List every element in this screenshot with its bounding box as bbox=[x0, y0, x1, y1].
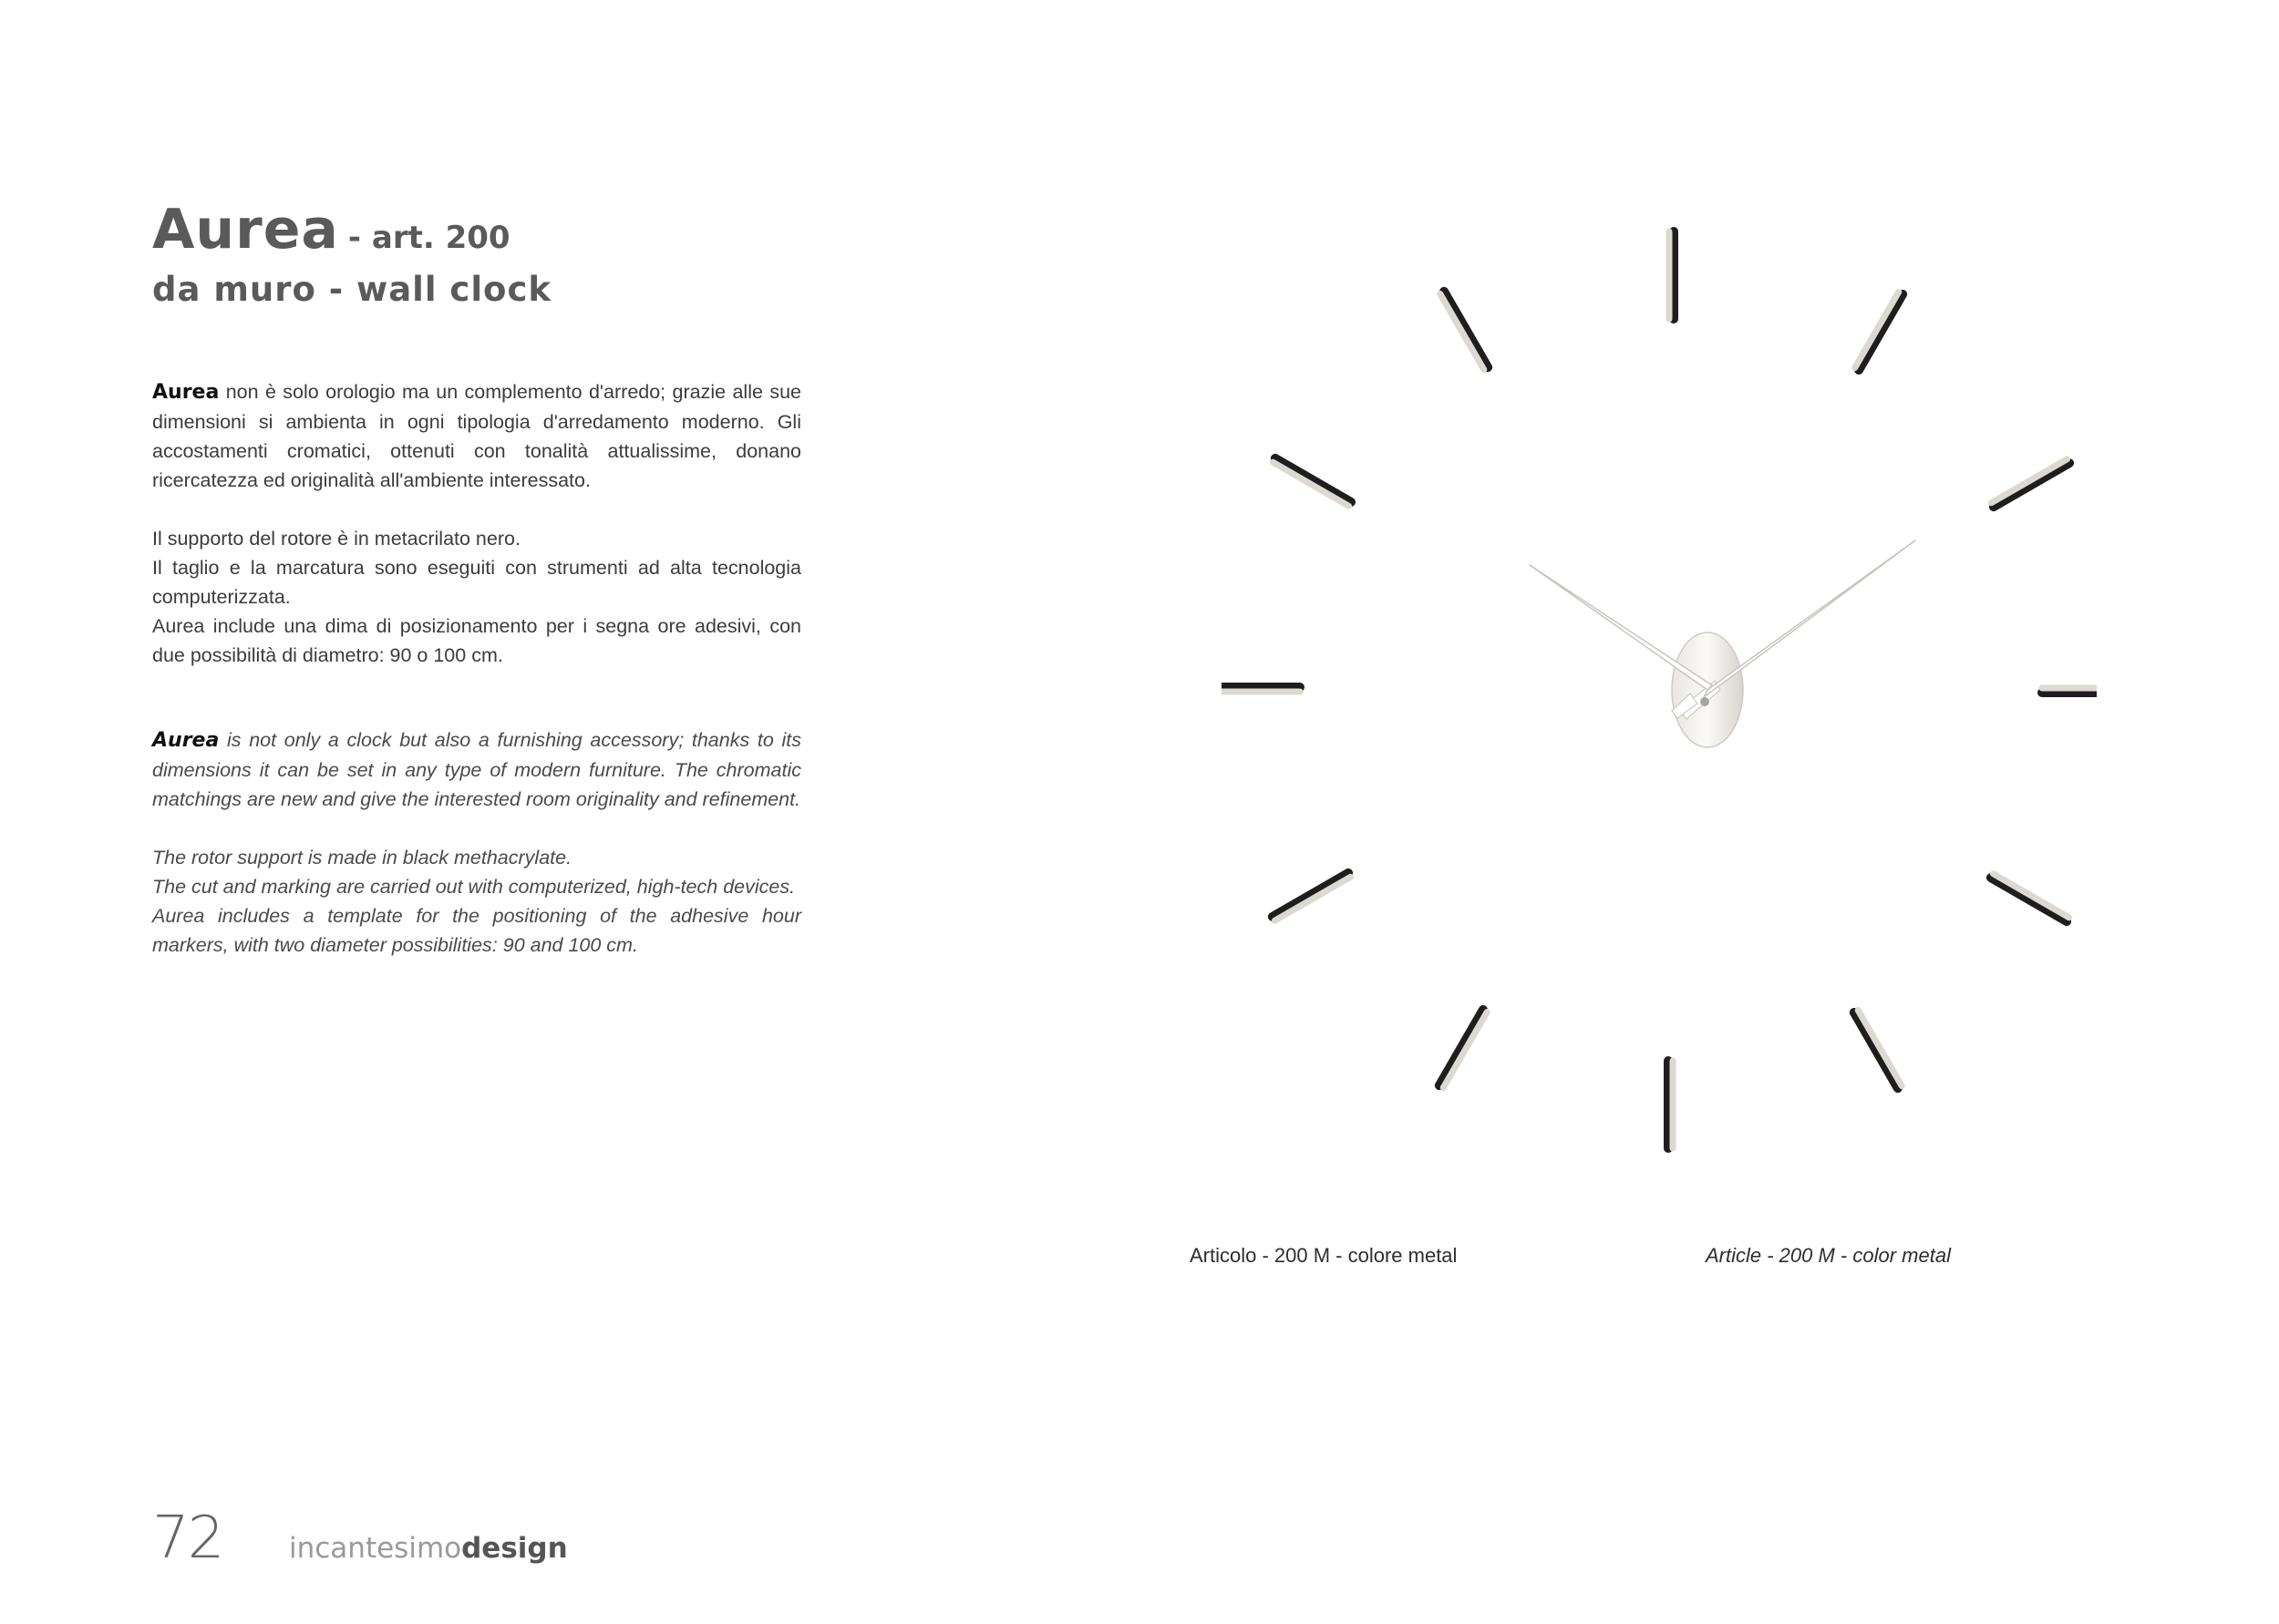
article-number: - art. 200 bbox=[347, 220, 510, 256]
minute-hand bbox=[1704, 540, 1915, 697]
english-p1-text: is not only a clock but also a furnishing accessory; thanks to its dimensions it can be set in any type of modern furniture. The chromatic matchings are new and give the interested room originality and refinement. bbox=[152, 729, 801, 810]
italian-line: Il supporto del rotore è in metacrilato nero. bbox=[152, 528, 521, 550]
hour-marker bbox=[1273, 873, 1351, 920]
hour-marker bbox=[2042, 688, 2097, 693]
hour-marker bbox=[1991, 874, 2069, 921]
hour-marker bbox=[1854, 1010, 1902, 1088]
italian-paragraph-1 bbox=[152, 377, 801, 495]
english-paragraph-1 bbox=[152, 725, 801, 814]
italian-line: Aurea include una dima di posizionamento per i segna ore adesivi, con due possibilità di diametro: 90 o 100 cm. bbox=[152, 615, 801, 666]
english-line: The cut and marking are carried out with computerized, high-tech devices. bbox=[152, 876, 796, 898]
brand-logo bbox=[289, 1532, 568, 1565]
english-line: Aurea includes a template for the positioning of the adhesive hour markers, with two diameter possibilities: 90 and 100 cm. bbox=[152, 905, 801, 956]
italian-p1-text: non è solo orologio ma un complemento d'arredo; grazie alle sue dimensioni si ambienta in ogni tipologia d'arredamento moderno. Gli accostamenti cromatici, ottenuti con tonalità attualissime, donano ricercatezza ed originalità all'ambiente interessato. bbox=[152, 381, 801, 491]
italian-lead: Aurea bbox=[152, 381, 220, 404]
hour-marker bbox=[1991, 459, 2069, 507]
hour-marker bbox=[1855, 292, 1903, 370]
hour-marker bbox=[1273, 458, 1351, 506]
clock-image bbox=[1222, 200, 2097, 1221]
title-block bbox=[152, 198, 552, 309]
italian-paragraph-2 bbox=[152, 524, 801, 670]
italian-description bbox=[152, 377, 801, 670]
clock-hands bbox=[1530, 540, 1915, 747]
product-name: Aurea bbox=[152, 198, 339, 262]
english-line: The rotor support is made in black methacrylate. bbox=[152, 847, 572, 869]
english-lead: Aurea bbox=[152, 729, 220, 752]
hour-marker bbox=[1439, 1010, 1487, 1088]
english-paragraph-2 bbox=[152, 843, 801, 960]
product-title bbox=[152, 198, 552, 262]
caption-italian: Articolo - 200 M - colore metal bbox=[1190, 1244, 1458, 1267]
hour-marker bbox=[1222, 687, 1300, 692]
brand-light: incantesimo bbox=[289, 1532, 462, 1565]
caption-english: Article - 200 M - color metal bbox=[1706, 1244, 1951, 1267]
hour-hand bbox=[1530, 565, 1712, 690]
hour-marker bbox=[1440, 292, 1488, 370]
product-subtitle: da muro - wall clock bbox=[152, 270, 552, 309]
english-description bbox=[152, 725, 801, 960]
hour-marker bbox=[1669, 231, 1674, 319]
page-number: 72 bbox=[152, 1505, 223, 1572]
italian-line: Il taglio e la marcatura sono eseguiti con strumenti ad alta tecnologia computerizzata. bbox=[152, 557, 801, 608]
hour-markers bbox=[1222, 231, 2097, 1148]
brand-bold: design bbox=[461, 1532, 568, 1565]
hour-marker bbox=[1668, 1061, 1673, 1148]
center-pin bbox=[1700, 697, 1709, 706]
